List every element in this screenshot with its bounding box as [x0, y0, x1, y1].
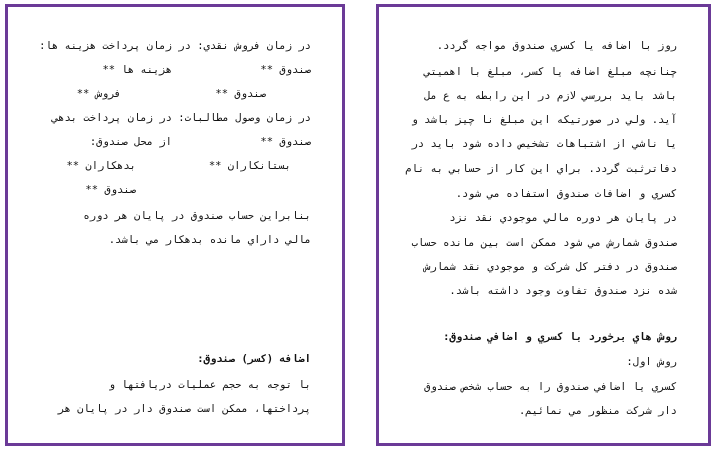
text-line: صندوق ** — [85, 184, 136, 196]
section-heading: روش هاي برخورد با كسري و اضافي صندوق: — [443, 331, 677, 343]
text-line: روز با اضافه يا كسري صندوق مواجه گردد. — [436, 40, 677, 52]
text-line: آيد. ولي در صورتيكه اين مبلغ نا چيز باشد و — [411, 114, 677, 126]
text-line: بدهكاران ** — [66, 160, 136, 172]
text-line: كسري يا اضافي صندوق را به حساب شخص صندوق — [424, 381, 677, 393]
text-line: كسري و اضافات صندوق استفاده مي شود. — [455, 188, 677, 200]
text-line: فروش ** — [76, 88, 121, 100]
text-line: روش اول: — [626, 356, 677, 368]
text-line: صندوق ** — [215, 88, 266, 100]
text-line: دفاترثبت گردد. براي اين كار از حسابي به نام — [405, 163, 677, 175]
section-heading: اضافه (كسر) صندوق: — [197, 353, 311, 365]
text-line: در زمان وصول مطالبات: در زمان پرداخت بدهي — [51, 112, 311, 124]
text-line: باشد بايد بررسي لازم در اين رابطه به ع مل — [424, 90, 677, 102]
text-line: بنابراين حساب صندوق در پايان هر دوره — [83, 210, 311, 222]
text-line: يا ناشي از اشتباهات تشخيص داده شود بايد در — [411, 138, 677, 150]
text-line: دار شركت منظور مي نمائيم. — [518, 405, 677, 417]
text-line: صندوق شمارش مي شود ممكن است بين مانده حساب — [411, 237, 677, 249]
text-line: صندوق در دفتر كل شركت و موجودي نقد شمارش — [424, 261, 677, 273]
text-line: در پايان هر دوره مالي موجودي نقد نزد — [449, 212, 677, 224]
text-line: در زمان فروش نقدي: در زمان پرداخت هزينه ها: — [39, 40, 311, 52]
text-line: پرداختها، ممكن است صندوق دار در پايان هر — [58, 403, 311, 415]
text-line: چنانچه مبلغ اضافه يا كسر، مبلغ با اهميتي — [424, 66, 677, 78]
text-line: مالي داراي مانده بدهكار مي باشد. — [108, 234, 311, 246]
text-line: صندوق ** — [260, 136, 311, 148]
text-line: از محل صندوق: — [89, 136, 172, 148]
text-line: بستانكاران ** — [208, 160, 291, 172]
text-line: هزينه ها ** — [102, 64, 172, 76]
text-line: شده نزد صندوق تفاوت وجود داشته باشد. — [449, 285, 677, 297]
right-page — [376, 4, 711, 446]
left-page — [5, 4, 345, 446]
text-line: صندوق ** — [260, 64, 311, 76]
text-line: با توجه به حجم عمليات دريافتها و — [108, 379, 311, 391]
